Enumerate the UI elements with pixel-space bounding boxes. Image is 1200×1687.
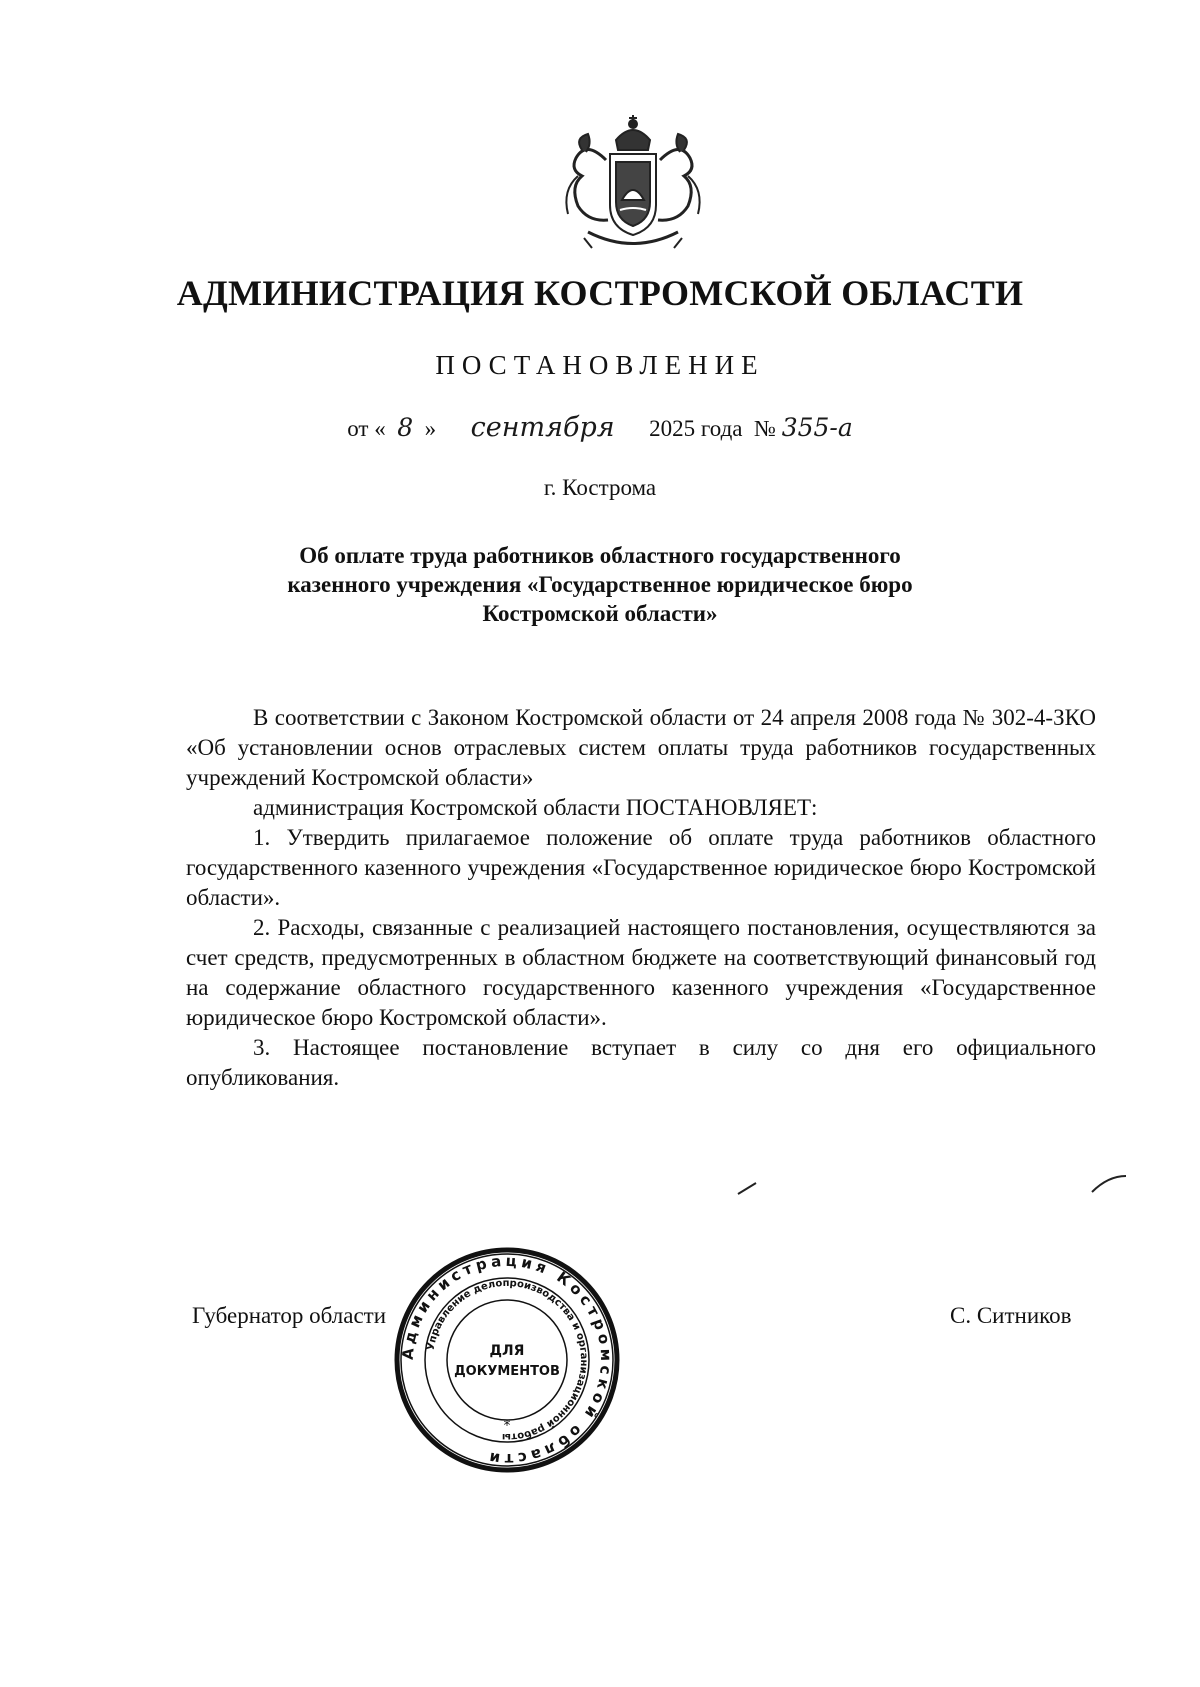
title-line-1: Об оплате труда работников областного государственного	[299, 543, 901, 568]
document-title	[220, 541, 980, 628]
date-prefix: от «	[347, 416, 386, 441]
document-type: ПОСТАНОВЛЕНИЕ	[435, 350, 765, 380]
svg-text:ДЛЯ: ДЛЯ	[489, 1343, 525, 1359]
pen-mark	[1090, 1172, 1130, 1196]
signatory-position: Губернатор области	[192, 1303, 387, 1328]
number-sign: №	[754, 416, 776, 441]
organization-heading: АДМИНИСТРАЦИЯ КОСТРОМСКОЙ ОБЛАСТИ	[176, 273, 1024, 313]
svg-text:ДОКУМЕНТОВ: ДОКУМЕНТОВ	[454, 1364, 560, 1379]
body-paragraph-item-3: 3. Настоящее постановление вступает в силу со дня его официального опубликования.	[186, 1035, 1096, 1090]
handwritten-day: 8	[397, 413, 414, 442]
title-line-3: Костромской области»	[482, 601, 718, 626]
title-line-2: казенного учреждения «Государственное юридическое бюро	[287, 572, 913, 597]
svg-text:*: *	[503, 1418, 511, 1434]
handwritten-month: сентября	[470, 412, 615, 443]
city-line: г. Кострома	[543, 475, 657, 500]
svg-text:Администрация Костромской обла: Администрация Костромской области	[398, 1251, 616, 1469]
date-number-line	[0, 412, 1200, 443]
coat-of-arms-emblem	[548, 110, 718, 260]
body-paragraph-item-1: 1. Утвердить прилагаемое положение об оплате труда работников областного государственного казенного учреждения «Государственное юридическое бюро Костромской области».	[186, 825, 1096, 910]
date-year: 2025 года	[649, 416, 743, 441]
handwritten-number: 355-а	[781, 413, 853, 442]
pen-mark	[736, 1180, 760, 1196]
body-paragraph-item-2: 2. Расходы, связанные с реализацией настоящего постановления, осуществляются за счет средств, предусмотренных в областном бюджете на соответствующий финансовый год на содержание областного государственного казенного учреждения «Государственное юридическое бюро Костромской области».	[186, 915, 1096, 1030]
date-close-quote: »	[424, 416, 437, 441]
document-body	[186, 703, 1096, 1093]
body-paragraph-resolves: администрация Костромской области ПОСТАНОВЛЯЕТ:	[253, 795, 818, 820]
svg-text:Управление делопроизводства и: Управление делопроизводства и организационной работы	[425, 1277, 590, 1443]
signatory-name: С. Ситников	[950, 1303, 1072, 1328]
body-paragraph-preamble: В соответствии с Законом Костромской области от 24 апреля 2008 года № 302-4-ЗКО «Об установлении основ отраслевых систем оплаты труда работников государственных учреждений Костромской области»	[186, 705, 1096, 790]
official-seal-stamp	[394, 1247, 620, 1473]
